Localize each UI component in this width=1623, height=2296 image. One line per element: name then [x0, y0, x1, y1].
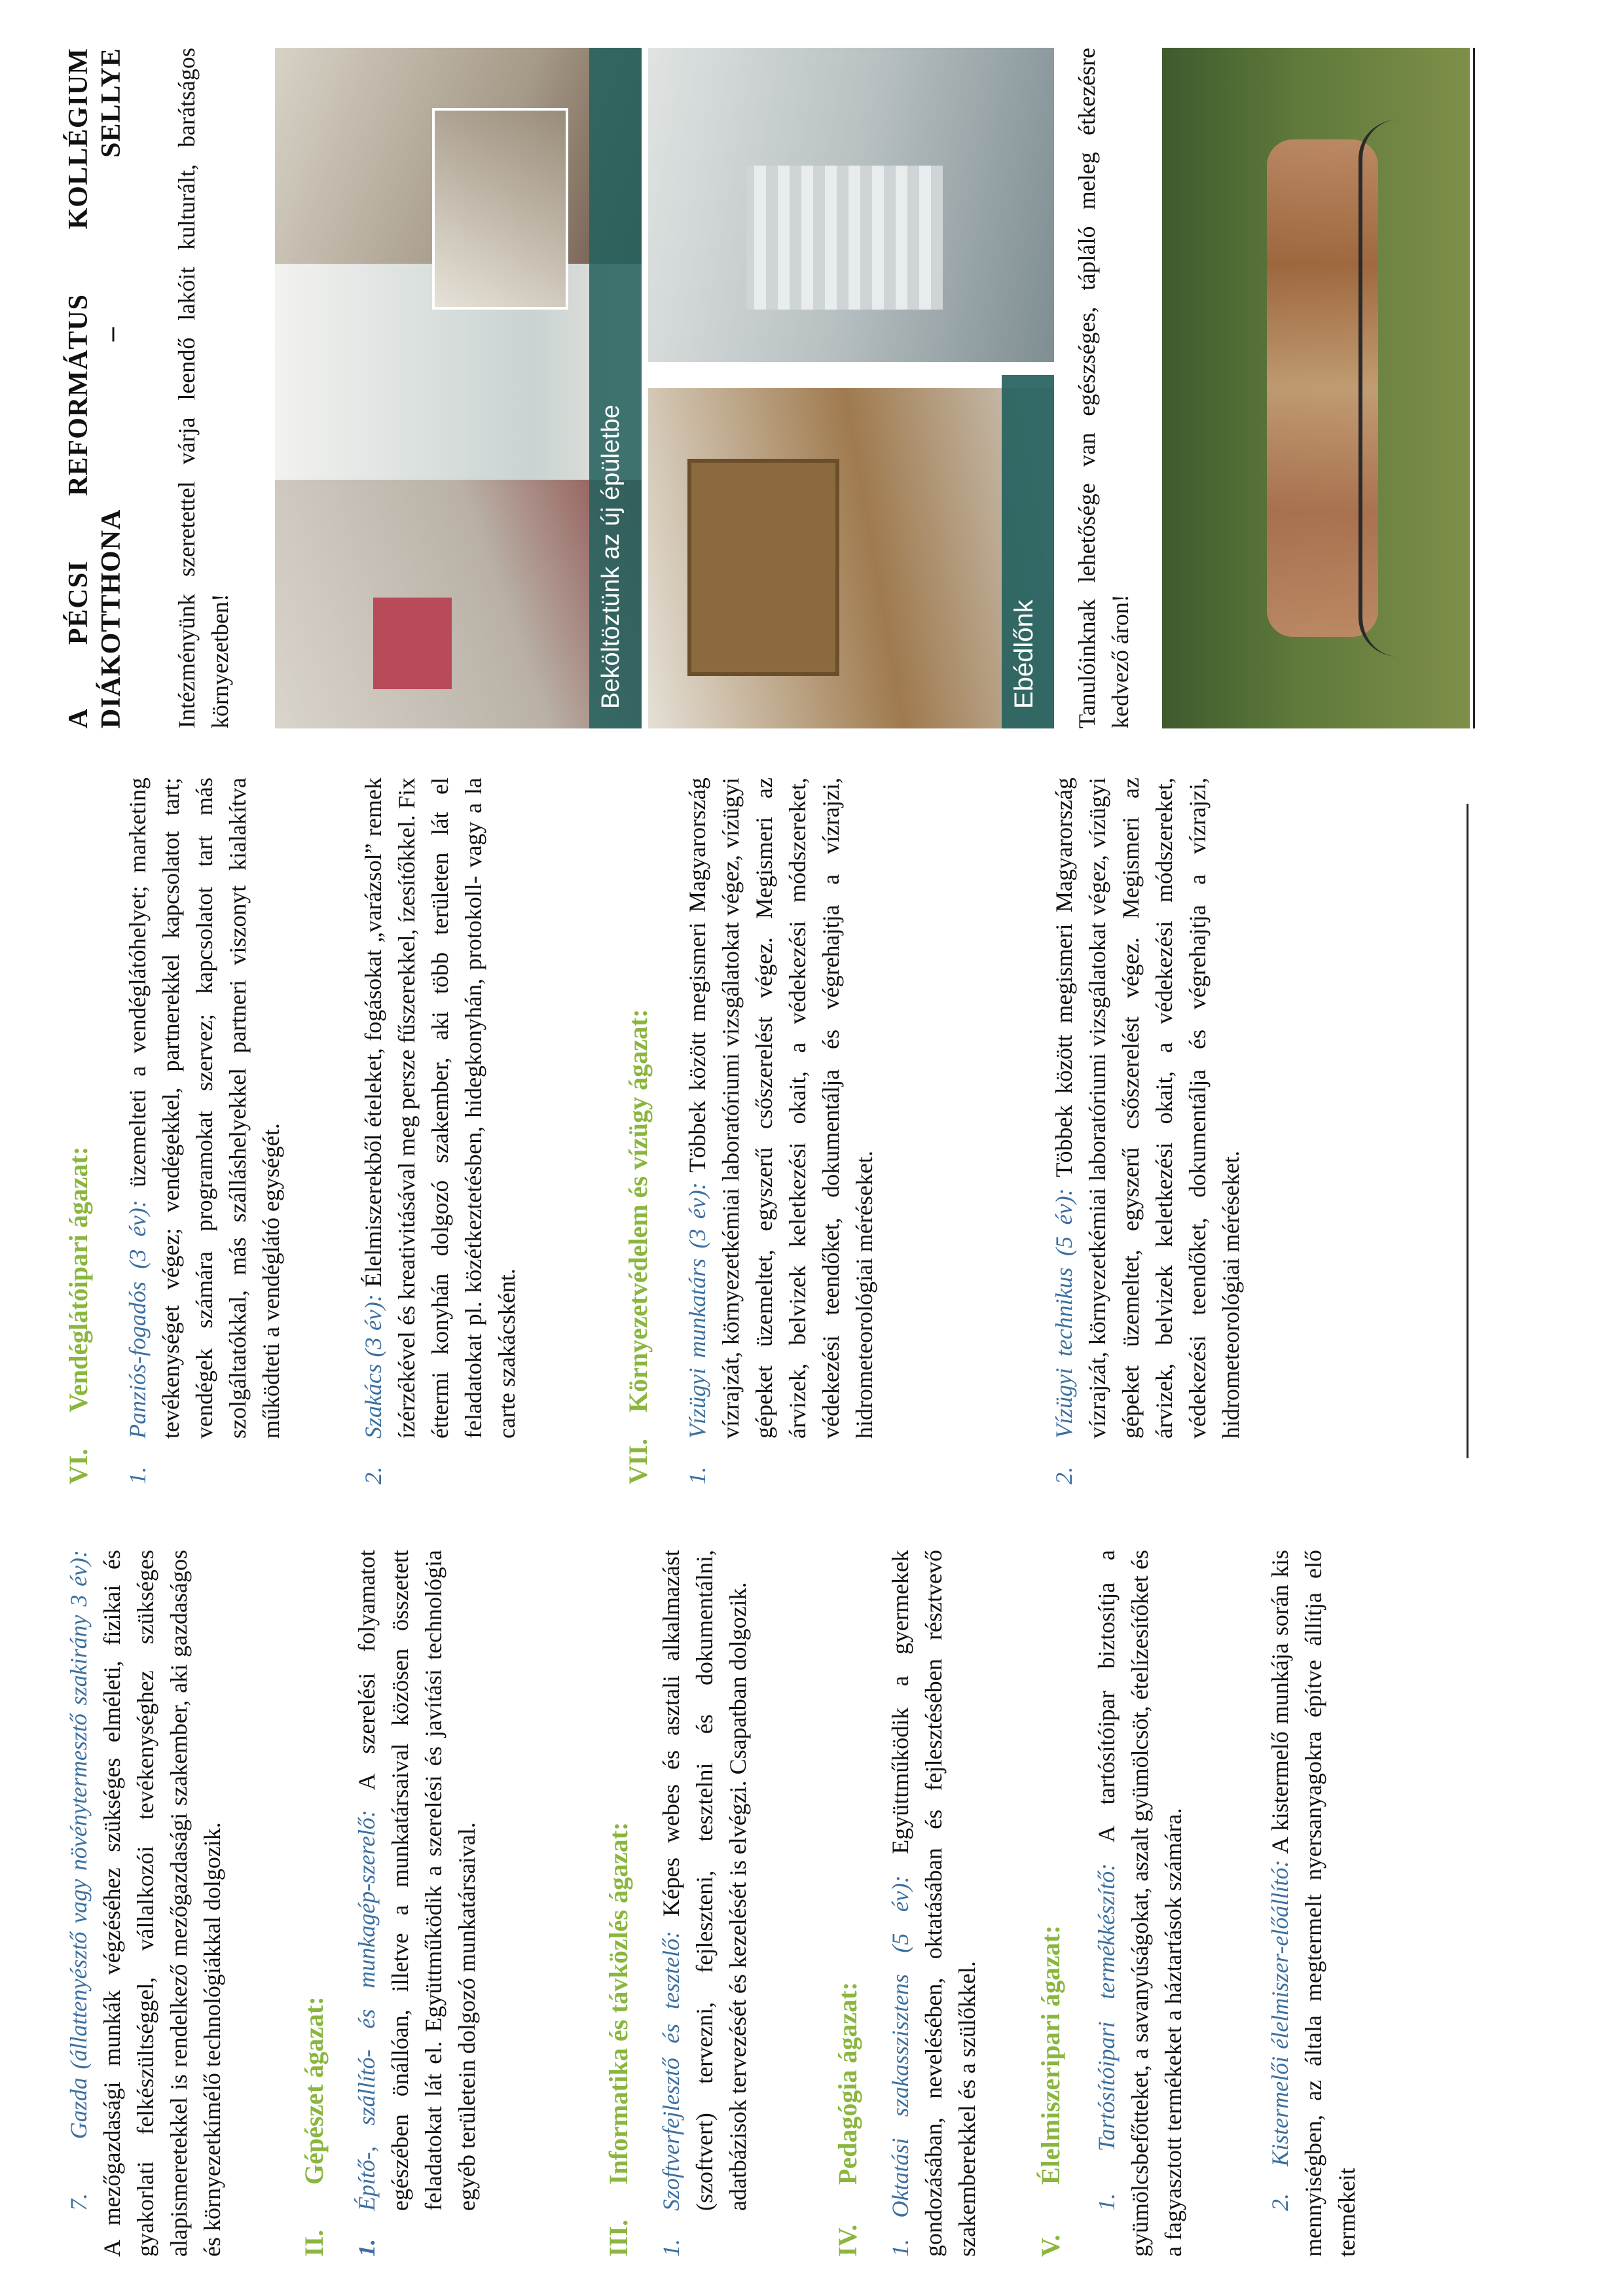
dormitory-title: A PÉCSI REFORMÁTUS KOLLÉGIUM DIÁKOTTHONA – SELLYE	[64, 48, 126, 728]
photo-caption: Beköltöztünk az új épületbe	[597, 404, 625, 709]
item-text: üzemelteti a vendéglátóhelyet; marketing tevékenységet végez; vendégekkel, partnerekkel kapcsolatot tart; vendégek számára programokat szervez; kapcsolatot tart más szolgáltatókkal, más szálláshelyekkel partneri viszonyt kialakítva működteti a vendéglátó egységét.	[124, 778, 284, 1439]
item-title: Gazda (állattenyésztő vagy növénytermesztő szakirány 3 év):	[65, 1549, 92, 2140]
item-title: Szoftverfejlesztő és tesztelő:	[658, 1930, 684, 2211]
column-3	[0, 48, 1623, 728]
section-6-item-1	[121, 778, 288, 1484]
item-title: Vízügyi technikus (5 év):	[1051, 1188, 1077, 1439]
section-3-item-1	[655, 1550, 755, 2257]
dining-room-photo-collage	[648, 48, 1054, 728]
photo-caption: Ebédlőnk	[1010, 600, 1038, 709]
section-2-item-1	[350, 1550, 484, 2257]
section-1-item-7	[62, 1550, 229, 2257]
item-number: 2.	[360, 1467, 386, 1484]
item-text: Élelmiszerekből ételeket, fogásokat „varázsol” remek ízérzékével és kreativitásával meg persze fűszerekkel, ízesítőkkel. Fix éttermi konyhán dolgozó szakember, aki több területen lát el feladatokat pl. közétkeztetésben, hidegkonyhán, protokoll- vagy a la carte szakácsként.	[360, 778, 520, 1439]
item-number: 2.	[1267, 2193, 1293, 2211]
item-text: Többek között megismeri Magyarország vízrajzát, környezetkémiai laboratóriumi vizsgálatokat végez, vízügyi gépeket üzemeltet, egyszerű csőszerelést végez. Megismeri az árvizek, belvizek keletkezési okait, a védekezési módszereket, védekezési teendőket, dokumentálja és végrehajtja a vízrajzi, hidrometeorológiai méréseket.	[684, 777, 877, 1439]
item-text: Képes webes és asztali alkalmazást (szoftvert) tervezni, fejleszteni, tesztelni és dokumentálni, adatbázisok tervezését és kezelését is elvégzi. Csapatban dolgozik.	[658, 1549, 751, 2211]
section-heading-6: VI.Vendéglátóipari ágazat:	[64, 1146, 93, 1484]
intro-text: Intézményünk szeretettel várja leendő lakóit kulturált, barátságos környezetben!	[173, 48, 233, 728]
item-title: Tartósítóipari termékkészítő:	[1093, 1863, 1120, 2152]
item-title: Kistermelői élelmiszer-előállító:	[1267, 1859, 1293, 2166]
section-4-item-1	[884, 1550, 984, 2257]
item-number: 7.	[65, 2193, 92, 2211]
item-title: Építő-, szállító- és munkagép-szerelő:	[354, 1810, 380, 2211]
item-text: A kistermelő munkája során kis mennyiségben, az általa megtermelt nyersanyagokra építve állítja elő termékeit	[1267, 1550, 1360, 2257]
item-number: 1.	[124, 1467, 151, 1484]
section-heading-4: IV.Pedagógia ágazat:	[833, 1982, 862, 2257]
item-number: 1.	[684, 1467, 710, 1484]
new-building-photo-collage	[275, 48, 642, 728]
column-2	[0, 778, 1623, 1484]
section-heading-5: V.Élelmiszeripari ágazat:	[1036, 1925, 1065, 2257]
room-photo	[275, 480, 642, 728]
section-heading-3: III.Informatika és távközlés ágazat:	[604, 1821, 633, 2257]
column-3-divider	[1473, 48, 1475, 728]
section-5-item-1	[1090, 1550, 1190, 2257]
column-2-divider	[1467, 804, 1468, 1458]
item-text: Többek között megismeri Magyarország vízrajzát, környezetkémiai laboratóriumi vizsgálatokat végez, vízügyi gépeket üzemeltet, egyszerű csőszerelést végez. Megismeri az árvizek, belvizek keletkezési okait, a védekezési módszereket, védekezési teendőket, dokumentálja és végrehajtja a vízrajzi, hidrometeorológiai méréseket.	[1051, 777, 1244, 1439]
item-text: A mezőgazdasági munkák végzéséhez szükséges elméleti, fizikai és gyakorlati felkészültséggel, vállalkozói tevékenységhez szükséges alapismeretekkel is rendelkező mezőgazdasági szakember, aki gazdaságos és környezetkímélő technológiákkal dolgozik.	[99, 1550, 225, 2257]
item-number: 1.	[1093, 2193, 1120, 2211]
section-heading-7: VII.Környezetvédelem és vízügy ágazat:	[623, 1009, 653, 1484]
item-text: Együttműködik a gyermekek gondozásában, nevelésében, oktatásában és fejlesztésében résztvevő szakemberekkel és a szülőkkel.	[887, 1549, 980, 2257]
item-number: 2.	[1051, 1467, 1077, 1484]
section-5-item-2	[1264, 1550, 1364, 2257]
item-number: 1.	[354, 2239, 380, 2257]
item-title: 1. Oktatási szakasszisztens (5 év):	[887, 1875, 913, 2257]
section-7-item-1	[681, 778, 881, 1484]
meals-text: Tanulóinknak lehetősége van egészséges, tápláló meleg étkezésre kedvező áron!	[1074, 48, 1133, 728]
section-7-item-2	[1048, 778, 1248, 1484]
column-1	[0, 1550, 1623, 2257]
students-cycling-photo	[1162, 48, 1470, 728]
item-title: Vízügyi munkatárs (3 év):	[684, 1182, 710, 1439]
item-number: 1.	[658, 2239, 684, 2257]
section-heading-2: II.Gépészet ágazat:	[299, 1996, 329, 2257]
item-text: A tartósítóipar biztosítja a gyümölcsbefőtteket, a savanyúságokat, aszalt gyümölcsöt, ételízesítőket és a fagyasztott termékeket a háztartások számára.	[1093, 1549, 1186, 2257]
section-6-item-2	[357, 778, 524, 1484]
item-text: A szerelési folyamatot egészében önállóan, illetve a munkatársaival közösen összetett feladatokat lát el. Együttműködik a szerelési és javítási technológia egyéb területein dolgozó munkatársaival.	[354, 1549, 480, 2211]
item-title: Panziós-fogadós (3 év):	[124, 1200, 151, 1439]
item-title: Szakács (3 év):	[360, 1294, 386, 1439]
